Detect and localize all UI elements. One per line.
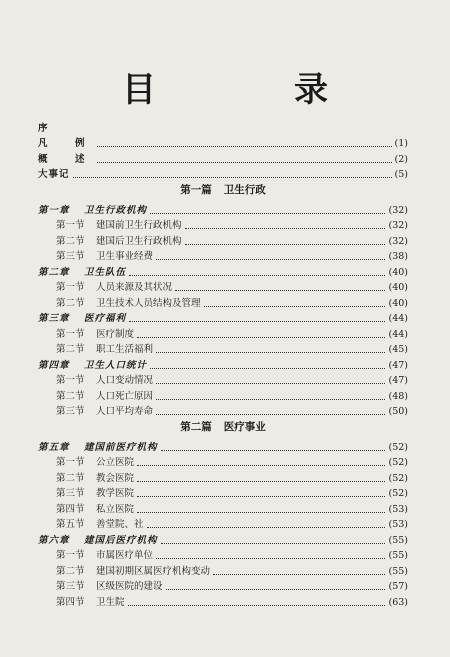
- section-name: 私立医院: [96, 503, 135, 515]
- leader-dots: [213, 574, 385, 575]
- section-number: 第五节: [56, 519, 85, 530]
- front-label: 凡 例: [38, 138, 94, 149]
- section-number: 第三节: [56, 581, 85, 592]
- leader-dots: [185, 228, 386, 229]
- page-number: (52): [388, 441, 408, 453]
- page-number: (40): [388, 266, 408, 278]
- entry-label: [56, 220, 182, 231]
- section-entry[interactable]: [38, 340, 408, 356]
- leader-dots: [128, 605, 386, 606]
- front-label: 序: [38, 122, 57, 134]
- leader-dots: [73, 177, 392, 178]
- leader-dots: [137, 481, 385, 482]
- chapter-number: 第三章: [38, 313, 70, 324]
- chapter-entry[interactable]: [38, 309, 408, 325]
- chapter-entry[interactable]: [38, 262, 408, 278]
- entry-label: [38, 360, 147, 371]
- chapter-number: 第五章: [38, 441, 70, 453]
- section-entry[interactable]: [38, 499, 408, 515]
- section-entry[interactable]: [38, 561, 408, 577]
- entry-label: [56, 581, 163, 592]
- section-name: 建国初期区属医疗机构变动: [96, 565, 211, 577]
- page-number: (38): [388, 251, 408, 262]
- leader-dots: [185, 244, 386, 245]
- section-number: 第二节: [56, 472, 85, 484]
- entry-label: [56, 282, 172, 293]
- section-number: 第一节: [56, 550, 85, 561]
- page-number: (44): [388, 328, 408, 340]
- entry-label: [38, 205, 147, 216]
- leader-dots: [150, 213, 385, 214]
- entry-label: [56, 344, 153, 355]
- page-number: (44): [388, 313, 408, 324]
- entry-label: [56, 504, 134, 515]
- entry-label: [56, 391, 153, 402]
- section-number: 第一节: [56, 457, 85, 468]
- leader-dots: [156, 399, 385, 400]
- page-number: (48): [388, 390, 408, 402]
- chapter-entry[interactable]: [38, 437, 408, 453]
- section-entry[interactable]: [38, 484, 408, 500]
- section-name: 人口死亡原因: [96, 390, 154, 402]
- entry-label: [56, 457, 134, 468]
- section-entry[interactable]: [38, 324, 408, 340]
- leader-dots: [204, 306, 386, 307]
- section-number: 第一节: [56, 375, 85, 386]
- page-number: (53): [388, 519, 408, 530]
- section-name: 善堂院、社: [96, 519, 144, 530]
- section-entry[interactable]: [38, 247, 408, 263]
- part-number: 第一篇: [180, 184, 212, 196]
- chapter-name: 建国后医疗机构: [84, 534, 158, 546]
- entry-label: [38, 267, 126, 278]
- entry-label: [56, 566, 210, 577]
- section-entry[interactable]: [38, 278, 408, 294]
- leader-dots: [175, 290, 385, 291]
- section-number: 第三节: [56, 488, 85, 499]
- section-name: 公立医院: [96, 457, 135, 468]
- leader-dots: [137, 512, 385, 513]
- section-entry[interactable]: [38, 386, 408, 402]
- page-number: (32): [388, 220, 408, 231]
- part-heading: [38, 180, 408, 200]
- page-number: (47): [388, 359, 408, 371]
- leader-dots: [137, 465, 385, 466]
- entry-label: [56, 329, 134, 340]
- leader-dots: [137, 496, 385, 497]
- page-number: (1): [394, 138, 408, 149]
- leader-dots: [156, 558, 385, 559]
- entry-label: [56, 597, 125, 608]
- section-name: 教学医院: [96, 488, 135, 499]
- chapter-name: 医疗福利: [84, 313, 127, 324]
- section-entry[interactable]: [38, 453, 408, 469]
- entry-label: [38, 442, 158, 453]
- section-entry[interactable]: [38, 468, 408, 484]
- section-number: 第二节: [56, 297, 85, 309]
- entry-label: [38, 535, 158, 546]
- page-number: (55): [388, 550, 408, 561]
- page-number: (52): [388, 488, 408, 499]
- section-name: 市属医疗单位: [96, 550, 154, 561]
- leader-dots: [156, 259, 385, 260]
- chapter-entry[interactable]: [38, 530, 408, 546]
- section-name: 建国后卫生行政机构: [96, 235, 182, 247]
- chapter-name: 建国前医疗机构: [84, 441, 158, 453]
- section-entry[interactable]: [38, 216, 408, 232]
- section-name: 建国前卫生行政机构: [96, 220, 182, 231]
- section-name: 医疗制度: [96, 328, 135, 340]
- section-number: 第四节: [56, 503, 85, 515]
- entry-label: [56, 488, 134, 499]
- section-name: 区级医院的建设: [96, 581, 163, 592]
- front-matter-entry[interactable]: [38, 118, 408, 134]
- leader-dots: [150, 368, 385, 369]
- section-number: 第二节: [56, 390, 85, 402]
- section-name: 人口平均寿命: [96, 406, 154, 417]
- entry-label: [56, 406, 153, 417]
- entry-label: [56, 473, 134, 484]
- section-entry[interactable]: [38, 402, 408, 418]
- part-heading: [38, 417, 408, 437]
- entry-label: [38, 123, 57, 134]
- section-entry[interactable]: [38, 546, 408, 562]
- section-entry[interactable]: [38, 293, 408, 309]
- entry-label: [56, 251, 153, 262]
- section-number: 第二节: [56, 235, 85, 247]
- page-number: (55): [388, 534, 408, 546]
- section-number: 第二节: [56, 565, 85, 577]
- leader-dots: [166, 589, 386, 590]
- chapter-name: 卫生人口统计: [84, 359, 148, 371]
- chapter-entry[interactable]: [38, 355, 408, 371]
- section-number: 第三节: [56, 406, 85, 417]
- page-number: (5): [394, 169, 408, 180]
- chapter-name: 卫生队伍: [84, 266, 127, 278]
- leader-dots: [161, 543, 386, 544]
- front-label: 概 述: [38, 153, 94, 165]
- entry-label: [56, 375, 153, 386]
- section-name: 职工生活福利: [96, 344, 154, 355]
- section-entry[interactable]: [38, 577, 408, 593]
- entry-label: [38, 169, 70, 180]
- leader-dots: [129, 275, 385, 276]
- entry-label: [56, 298, 201, 309]
- section-name: 卫生技术人员结构及管理: [96, 297, 201, 309]
- page-number: (40): [388, 297, 408, 309]
- section-number: 第三节: [56, 251, 85, 262]
- entry-label: [38, 154, 94, 165]
- section-number: 第一节: [56, 220, 85, 231]
- leader-dots: [156, 352, 385, 353]
- page-number: (2): [394, 153, 408, 165]
- chapter-number: 第一章: [38, 204, 70, 216]
- section-name: 人员来源及其状况: [96, 282, 173, 293]
- chapter-name: 卫生行政机构: [84, 204, 148, 216]
- leader-dots: [156, 414, 385, 415]
- section-entry[interactable]: [38, 231, 408, 247]
- page-number: (40): [388, 282, 408, 293]
- page-number: (57): [388, 581, 408, 592]
- front-matter-entry[interactable]: [38, 149, 408, 165]
- section-number: 第四节: [56, 596, 85, 608]
- entry-label: [56, 519, 144, 530]
- page-number: (50): [388, 406, 408, 417]
- chapter-number: 第四章: [38, 359, 70, 371]
- leader-dots: [156, 383, 385, 384]
- leader-dots: [97, 162, 392, 163]
- leader-dots: [129, 321, 385, 322]
- entry-label: [56, 550, 153, 561]
- section-name: 教会医院: [96, 472, 135, 484]
- chapter-number: 第六章: [38, 534, 70, 546]
- section-entry[interactable]: [38, 515, 408, 531]
- section-name: 卫生事业经费: [96, 251, 154, 262]
- section-number: 第二节: [56, 344, 85, 355]
- page-number: (32): [388, 204, 408, 216]
- section-number: 第一节: [56, 282, 85, 293]
- page-number: (53): [388, 503, 408, 515]
- entry-label: [38, 313, 126, 324]
- section-name: 人口变动情况: [96, 375, 154, 386]
- front-label: 大事记: [38, 169, 70, 180]
- page-number: (63): [388, 596, 408, 608]
- front-matter-entry[interactable]: [38, 134, 408, 150]
- section-entry[interactable]: [38, 371, 408, 387]
- table-of-contents: [38, 118, 408, 608]
- leader-dots: [137, 337, 385, 338]
- entry-label: [38, 138, 94, 149]
- section-entry[interactable]: [38, 592, 408, 608]
- part-name: 医疗事业: [223, 421, 266, 433]
- section-number: 第一节: [56, 328, 85, 340]
- page-number: (47): [388, 375, 408, 386]
- page-number: (45): [388, 344, 408, 355]
- part-number: 第二篇: [180, 421, 212, 433]
- page-number: (55): [388, 565, 408, 577]
- front-matter-entry[interactable]: [38, 165, 408, 181]
- leader-dots: [161, 450, 386, 451]
- leader-dots: [147, 527, 386, 528]
- page-number: (32): [388, 235, 408, 247]
- leader-dots: [97, 146, 392, 147]
- page-title: 目 录: [122, 70, 380, 110]
- chapter-number: 第二章: [38, 266, 70, 278]
- page-number: (52): [388, 472, 408, 484]
- entry-label: [56, 236, 182, 247]
- part-name: 卫生行政: [223, 184, 266, 196]
- chapter-entry[interactable]: [38, 200, 408, 216]
- section-name: 卫生院: [96, 596, 125, 608]
- page-number: (52): [388, 457, 408, 468]
